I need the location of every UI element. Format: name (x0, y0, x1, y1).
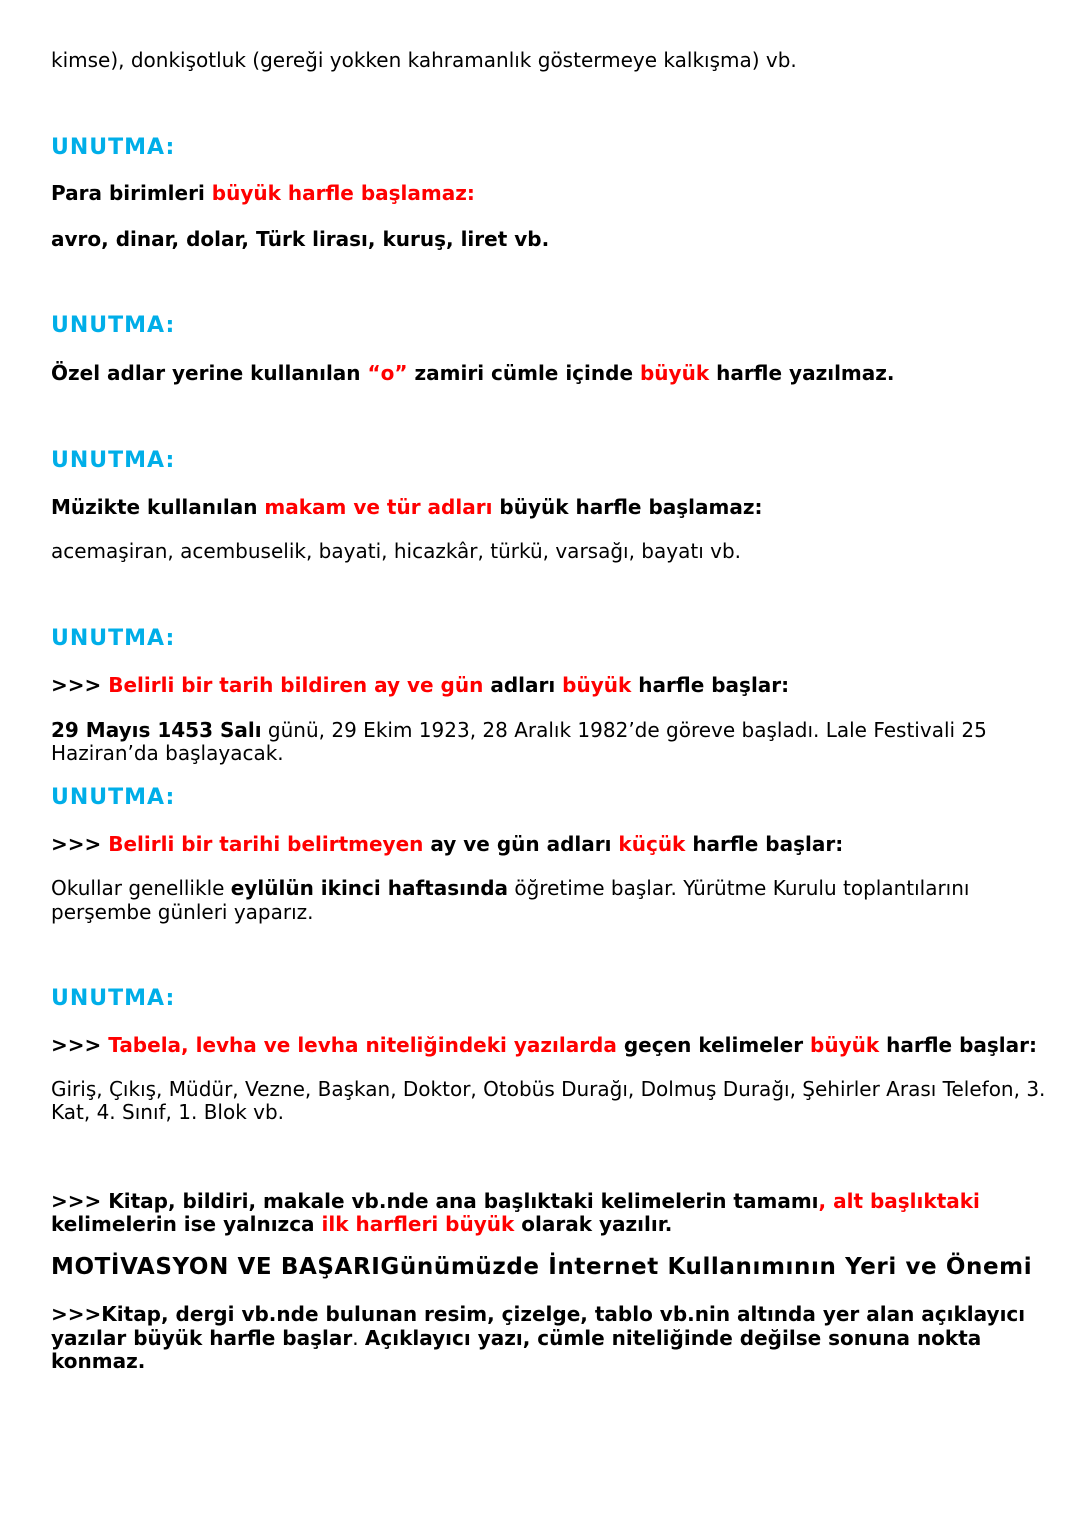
rule-text: Müzikte kullanılan (51, 495, 265, 519)
rule-example (51, 876, 969, 900)
rule-emphasis: büyük (639, 361, 710, 385)
example-emphasis: 29 Mayıs 1453 Salı (51, 718, 262, 742)
note-heading: UNUTMA: (51, 986, 176, 1011)
rule-emphasis: makam ve tür adları (264, 495, 493, 519)
example-emphasis: eylülün ikinci haftasında (230, 876, 509, 900)
rule-headings (51, 1189, 980, 1213)
rule-specific-date (51, 673, 789, 697)
rule-example (51, 718, 987, 742)
rule-text: adları (483, 673, 563, 697)
rule-punct: . (352, 1326, 365, 1350)
rule-general-date (51, 832, 843, 856)
rule-example-cont: Kat, 4. Sınıf, 1. Blok vb. (51, 1100, 285, 1124)
rule-emphasis: Tabela, levha ve levha niteliğindeki yazılarda (108, 1033, 617, 1057)
rule-example: Giriş, Çıkış, Müdür, Vezne, Başkan, Doktor, Otobüs Durağı, Dolmuş Durağı, Şehirler Arası Telefon, 3. (51, 1077, 1046, 1101)
rule-emphasis: küçük (618, 832, 686, 856)
note-heading: UNUTMA: (51, 626, 176, 651)
rule-text: harfle yazılmaz. (709, 361, 895, 385)
rule-emphasis: ilk harfleri büyük (321, 1212, 515, 1236)
rule-text: Açıklayıcı yazı, cümle niteliğinde değilse sonuna nokta (364, 1326, 982, 1350)
rule-text: zamiri cümle içinde (407, 361, 640, 385)
rule-example: acemaşiran, acembuselik, bayati, hicazkâr, türkü, varsağı, bayatı vb. (51, 539, 741, 563)
rule-text: Özel adlar yerine kullanılan (51, 361, 368, 385)
rule-pronoun (51, 361, 895, 385)
rule-text: harfle başlar: (631, 673, 790, 697)
rule-text: yazılar büyük harfle başlar (51, 1326, 353, 1350)
example-text: öğretime başlar. Yürütme Kurulu toplantılarını (508, 876, 970, 900)
rule-emphasis: Belirli bir tarih bildiren ay ve gün (108, 673, 484, 697)
rule-emphasis: alt başlıktaki (833, 1189, 980, 1213)
intro-text: kimse), donkişotluk (gereği yokken kahramanlık göstermeye kalkışma) vb. (51, 48, 797, 72)
rule-example-cont: Haziran’da başlayacak. (51, 741, 284, 765)
arrow-marker: >>> (51, 1033, 109, 1057)
rule-text: harfle başlar: (685, 832, 844, 856)
example-title: MOTİVASYON VE BAŞARIGünümüzde İnternet Kullanımının Yeri ve Önemi (51, 1254, 1033, 1280)
rule-emphasis: “o” (367, 361, 408, 385)
rule-example: avro, dinar, dolar, Türk lirası, kuruş, liret vb. (51, 227, 550, 251)
rule-text: büyük harfle başlamaz: (492, 495, 763, 519)
arrow-marker: >>> (51, 673, 109, 697)
rule-text: Para birimleri (51, 181, 212, 205)
rule-text: >>> Kitap, bildiri, makale vb.nde ana başlıktaki kelimelerin tamamı (51, 1189, 819, 1213)
example-text: Okullar genellikle (51, 876, 231, 900)
rule-example-cont: perşembe günleri yaparız. (51, 900, 314, 924)
rule-emphasis: Belirli bir tarihi belirtmeyen (108, 832, 424, 856)
rule-signage (51, 1033, 1037, 1057)
rule-music (51, 495, 763, 519)
rule-text: harfle başlar: (879, 1033, 1038, 1057)
rule-captions-end: konmaz. (51, 1349, 146, 1373)
rule-headings-cont (51, 1212, 672, 1236)
rule-captions-cont (51, 1326, 981, 1350)
example-text: günü, 29 Ekim 1923, 28 Aralık 1982’de göreve başladı. Lale Festivali 25 (261, 718, 987, 742)
rule-text: kelimelerin ise yalnızca (51, 1212, 322, 1236)
rule-emphasis: büyük harfle başlamaz: (211, 181, 475, 205)
rule-emphasis: büyük (562, 673, 632, 697)
note-heading: UNUTMA: (51, 135, 176, 160)
note-heading: UNUTMA: (51, 785, 176, 810)
rule-emphasis: büyük (810, 1033, 880, 1057)
rule-punct: , (818, 1189, 834, 1213)
rule-currency (51, 181, 475, 205)
rule-text: olarak yazılır. (514, 1212, 673, 1236)
note-heading: UNUTMA: (51, 448, 176, 473)
rule-text: geçen kelimeler (616, 1033, 811, 1057)
note-heading: UNUTMA: (51, 313, 176, 338)
rule-text: ay ve gün adları (423, 832, 619, 856)
rule-captions: >>>Kitap, dergi vb.nde bulunan resim, çizelge, tablo vb.nin altında yer alan açıklayıcı (51, 1302, 1026, 1326)
arrow-marker: >>> (51, 832, 109, 856)
